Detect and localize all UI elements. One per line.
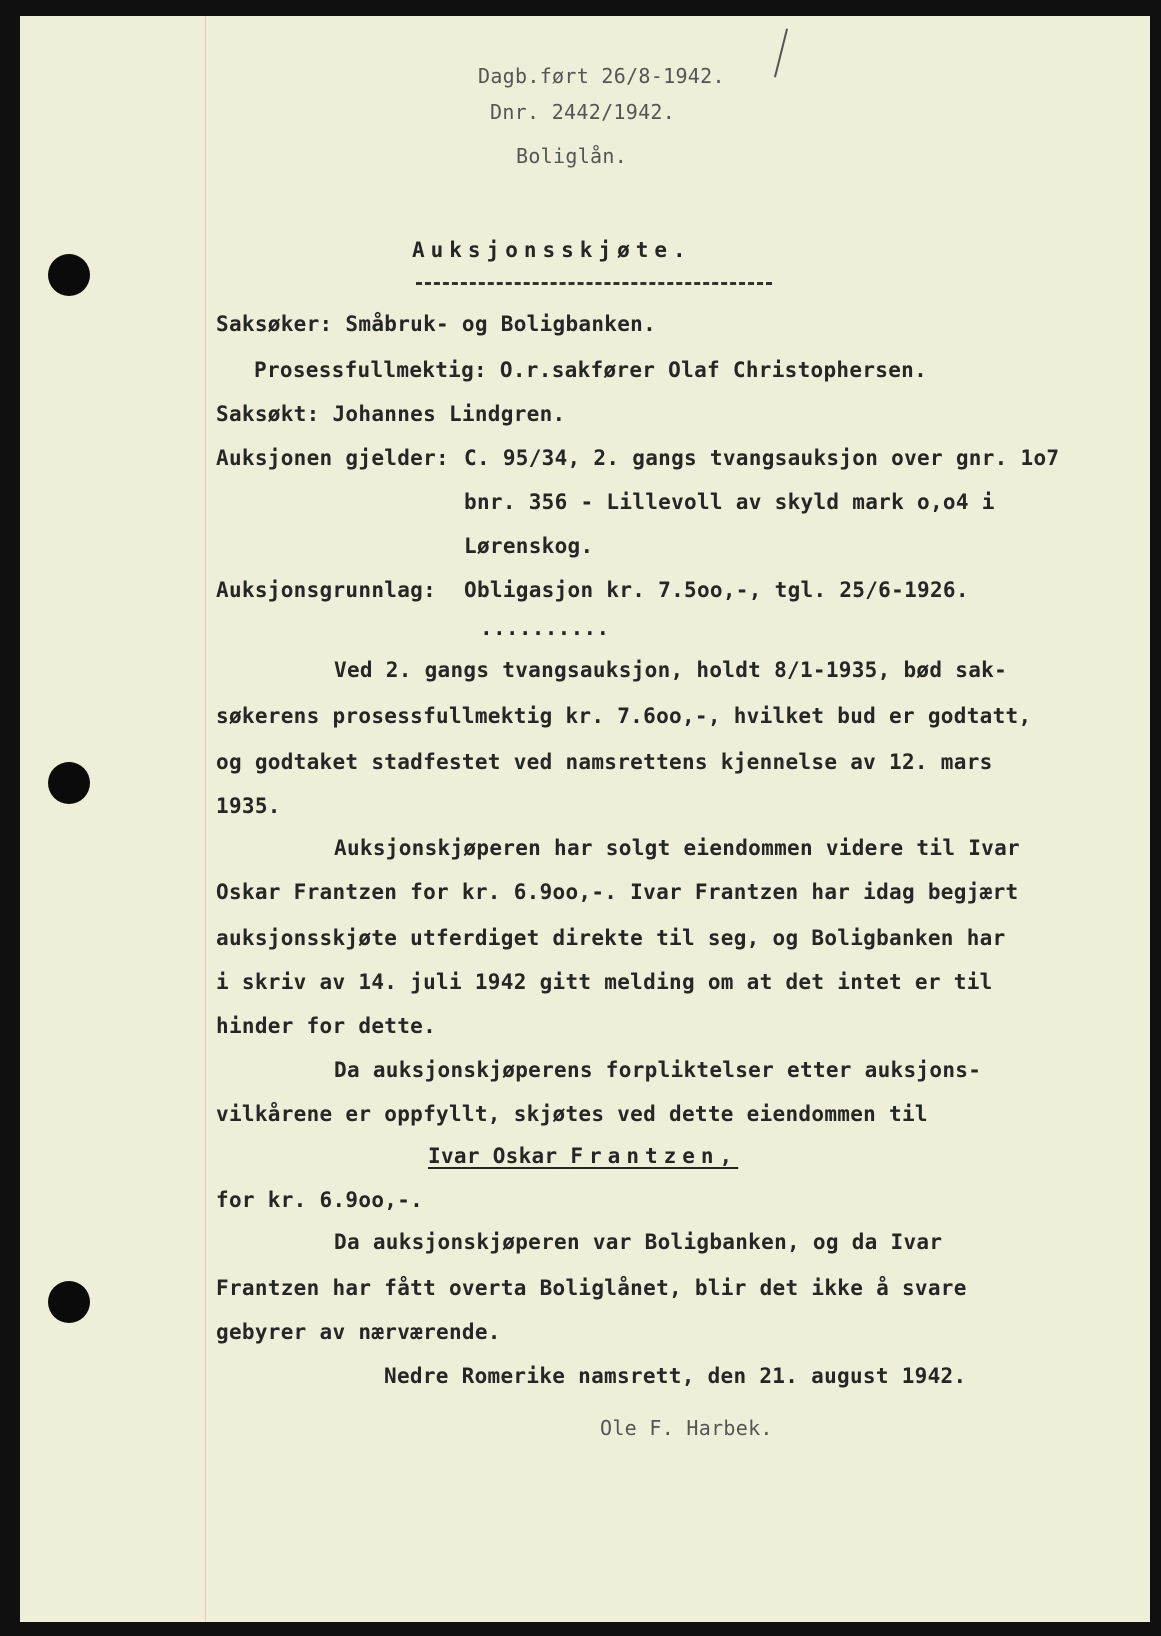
- buyer-name: [428, 1144, 738, 1168]
- dnr-line: Dnr. 2442/1942.: [490, 100, 676, 124]
- dagbok-line: Dagb.ført 26/8-1942.: [478, 64, 725, 88]
- grunnlag-label: Auksjonsgrunnlag:: [216, 578, 437, 602]
- punch-hole: [48, 1281, 90, 1323]
- category-line: Boliglån.: [516, 144, 628, 168]
- punch-hole: [48, 762, 90, 804]
- paragraph-line: Auksjonskjøperen har solgt eiendommen videre til Ivar: [334, 836, 1020, 860]
- price-line: for kr. 6.9oo,-.: [216, 1188, 424, 1212]
- paragraph-line: hinder for dette.: [216, 1014, 437, 1038]
- document-title: Auksjonsskjøte.: [412, 238, 692, 262]
- paragraph-line: Oskar Frantzen for kr. 6.9oo,-. Ivar Frantzen har idag begjært: [216, 880, 1019, 904]
- saksoker-line: Saksøker: Småbruk- og Boligbanken.: [216, 312, 657, 336]
- paragraph-line: i skriv av 14. juli 1942 gitt melding om at det intet er til: [216, 970, 993, 994]
- buyer-last-name: Frantzen,: [570, 1144, 739, 1168]
- buyer-first-name: Ivar Oskar: [428, 1144, 558, 1168]
- paragraph-line: søkerens prosessfullmektig kr. 7.6oo,-, hvilket bud er godtatt,: [216, 704, 1032, 728]
- document-page: [20, 16, 1150, 1622]
- paragraph-line: gebyrer av nærværende.: [216, 1320, 501, 1344]
- paragraph-line: vilkårene er oppfyllt, skjøtes ved dette eiendommen til: [216, 1102, 928, 1126]
- paragraph-line: Da auksjonskjøperen var Boligbanken, og da Ivar: [334, 1230, 943, 1254]
- prosessfullmektig-line: Prosessfullmektig: O.r.sakfører Olaf Christophersen.: [254, 358, 928, 382]
- margin-line: [205, 16, 206, 1622]
- saksokt-line: Saksøkt: Johannes Lindgren.: [216, 402, 566, 426]
- place-date-line: Nedre Romerike namsrett, den 21. august 1942.: [384, 1364, 967, 1388]
- paragraph-line: Da auksjonskjøperens forpliktelser etter auksjons-: [334, 1058, 982, 1082]
- title-rule: [416, 282, 772, 285]
- gjelder-label: Auksjonen gjelder:: [216, 446, 449, 470]
- check-mark: [774, 29, 788, 78]
- grunnlag-value: Obligasjon kr. 7.5oo,-, tgl. 25/6-1926.: [464, 578, 969, 602]
- paragraph-line: 1935.: [216, 794, 281, 818]
- paragraph-line: Frantzen har fått overta Boliglånet, blir det ikke å svare: [216, 1276, 967, 1300]
- paragraph-line: Ved 2. gangs tvangsauksjon, holdt 8/1-1935, bød sak-: [334, 658, 1008, 682]
- signature-line: Ole F. Harbek.: [600, 1416, 773, 1440]
- paragraph-line: og godtaket stadfestet ved namsrettens kjennelse av 12. mars: [216, 750, 993, 774]
- gjelder-line: C. 95/34, 2. gangs tvangsauksjon over gnr. 1o7: [464, 446, 1060, 470]
- paragraph-line: auksjonsskjøte utferdiget direkte til seg, og Boligbanken har: [216, 926, 1006, 950]
- separator-dots: ..........: [480, 616, 610, 640]
- gjelder-line: Lørenskog.: [464, 534, 594, 558]
- gjelder-line: bnr. 356 - Lillevoll av skyld mark o,o4 i: [464, 490, 995, 514]
- punch-hole: [48, 254, 90, 296]
